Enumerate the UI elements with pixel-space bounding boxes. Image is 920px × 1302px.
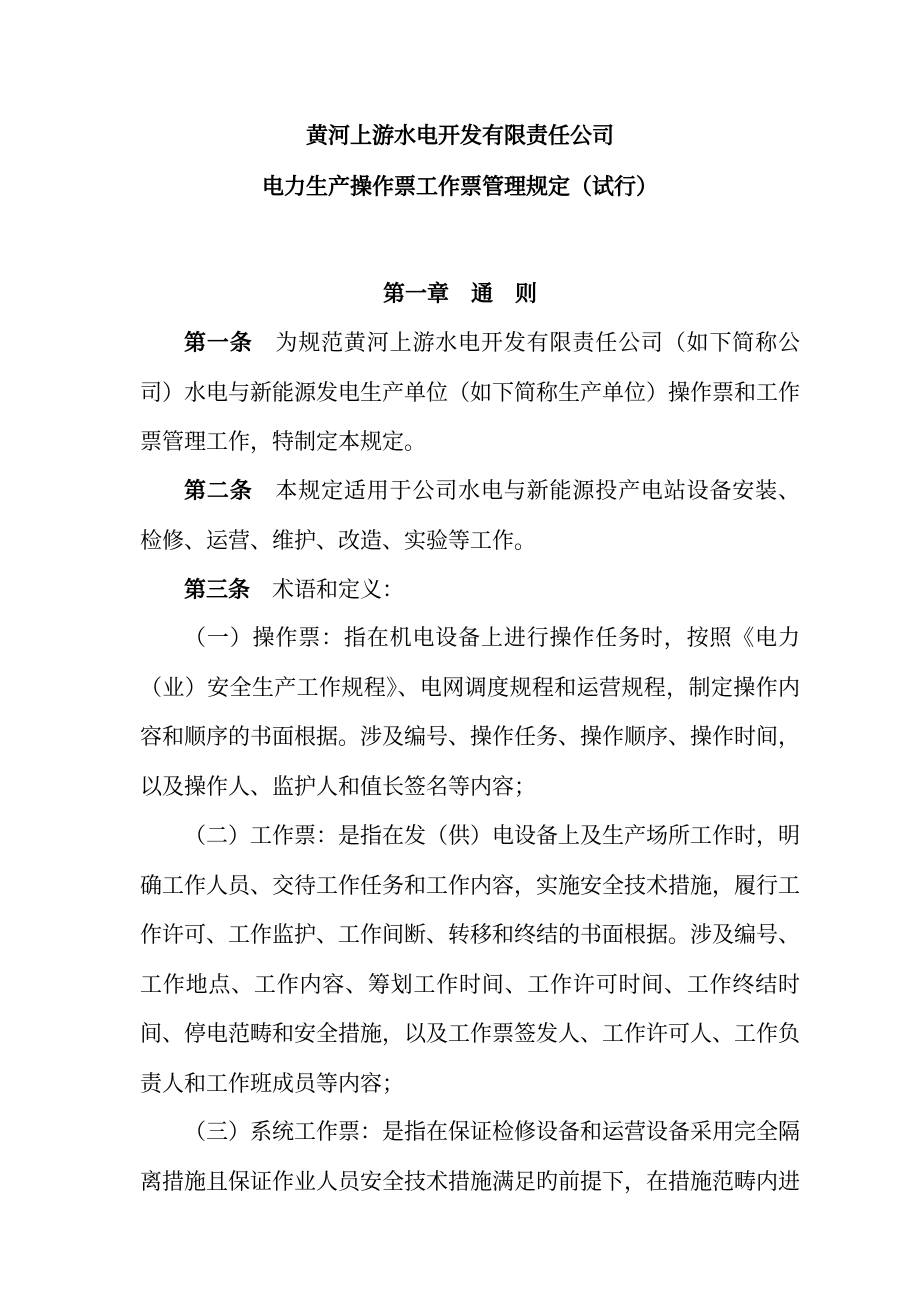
definition-work-ticket: （二）工作票：是指在发（供）电设备上及生产场所工作时，明确工作人员、交待工作任务和工作内容，实施安全技术措施，履行工作许可、工作监护、工作间断、转移和终结的书面根据。涉及编号、工作地点、工作内容、筹划工作时间、工作许可时间、工作终结时间、停电范畴和安全措施，以及工作票签发人、工作许可人、工作负责人和工作班成员等内容； <box>140 824 801 1097</box>
article-3-label: 第三条 <box>184 578 251 603</box>
article-3 <box>140 566 800 616</box>
article-2 <box>140 467 800 566</box>
article-2-label: 第二条 <box>184 479 253 504</box>
chapter-heading: 第一章 通 则 <box>382 282 537 307</box>
article-2-text: 本规定适用于公司水电与新能源投产电站设备安装、检修、运营、维护、改造、实验等工作。 <box>140 479 800 554</box>
definition-operation-ticket: （一）操作票：指在机电设备上进行操作任务时，按照《电力（业）安全生产工作规程》、电网调度规程和运营规程，制定操作内容和顺序的书面根据。涉及编号、操作任务、操作顺序、操作时间，以及操作人、监护人和值长签名等内容； <box>140 626 801 800</box>
article-3-text: 术语和定义： <box>272 578 405 603</box>
definition-system-work-ticket: （三）系统工作票：是指在保证检修设备和运营设备采用完全隔离措施且保证作业人员安全技术措施满足旳前提下，在措施范畴内进 <box>140 1120 801 1195</box>
article-1 <box>140 319 800 468</box>
document-title-company: 黄河上游水电开发有限责任公司 <box>305 124 614 149</box>
article-1-label: 第一条 <box>184 331 253 356</box>
article-1-text: 为规范黄河上游水电开发有限责任公司（如下简称公司）水电与新能源发电生产单位（如下简称生产单位）操作票和工作票管理工作，特制定本规定。 <box>140 331 801 455</box>
document-title-regulation: 电力生产操作票工作票管理规定（试行） <box>261 175 658 200</box>
